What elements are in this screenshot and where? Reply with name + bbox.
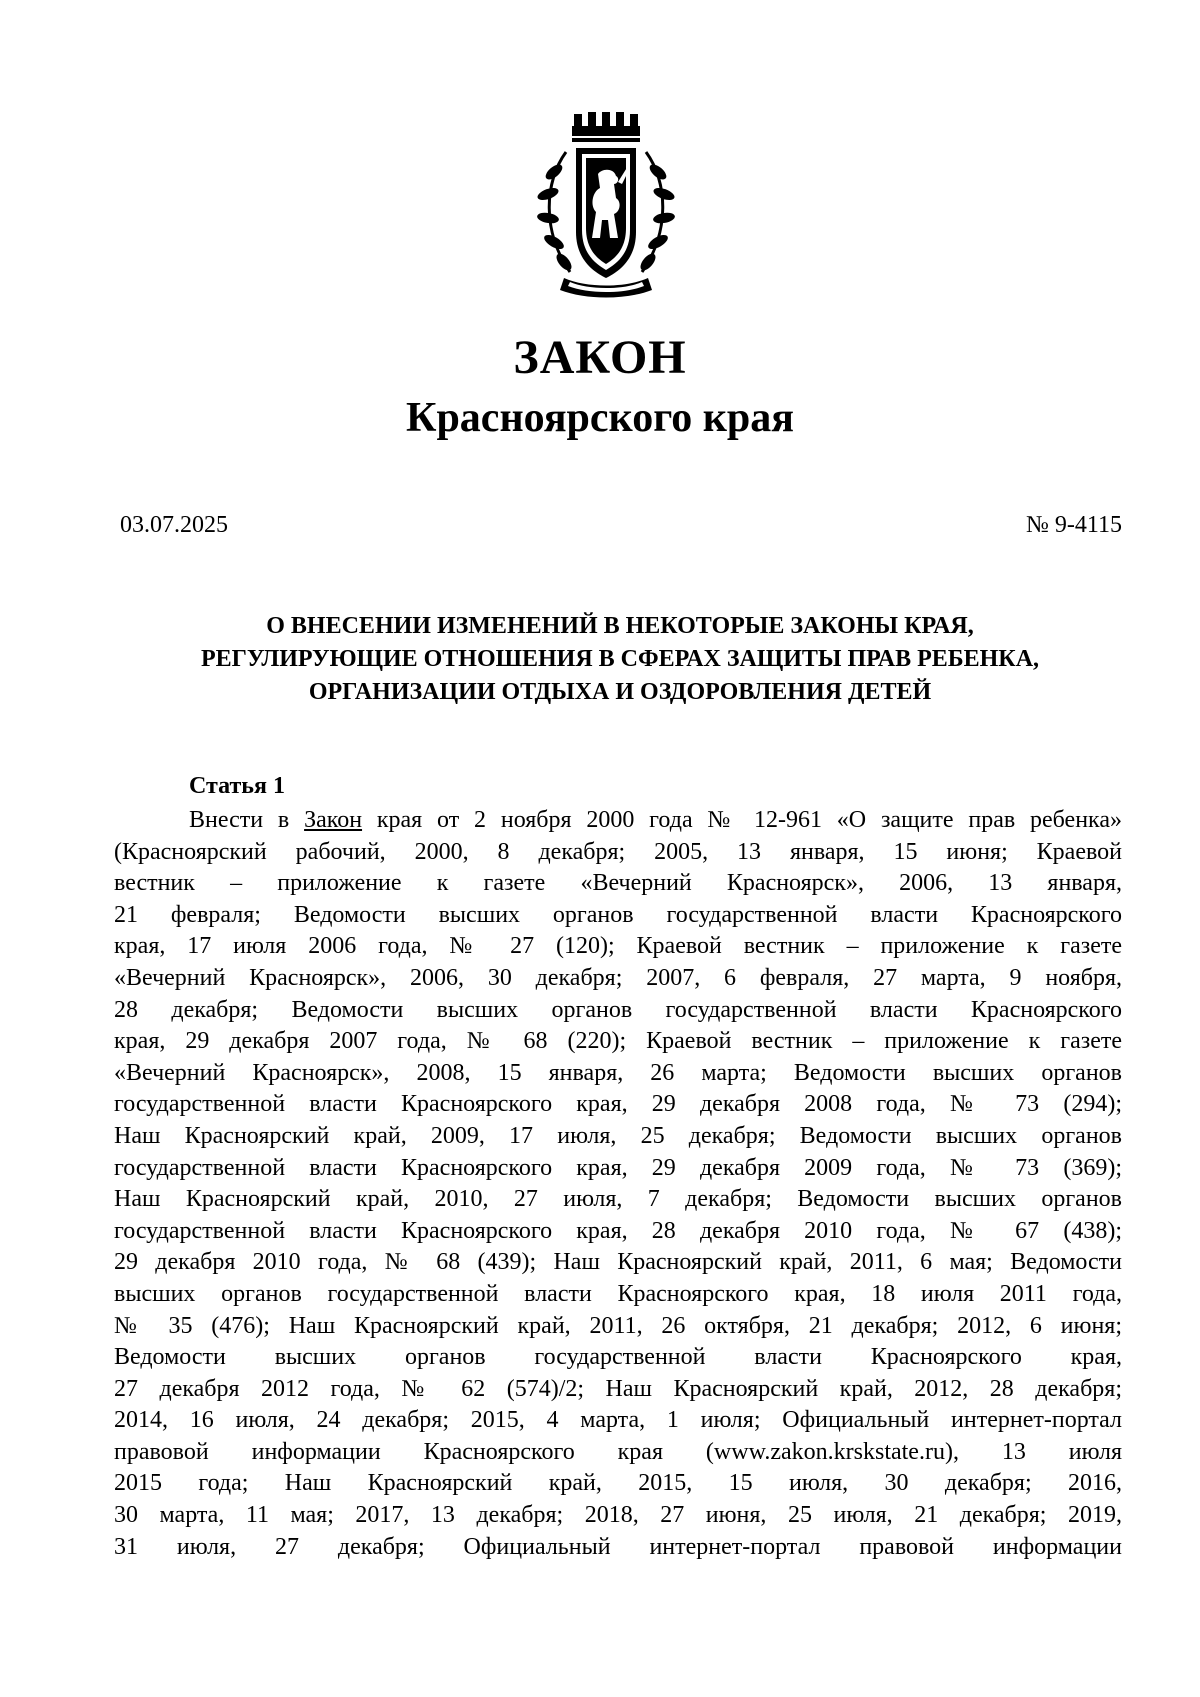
body-line: правовой информации Красноярского края (www.zakon.krskstate.ru), 13 июля	[114, 1438, 1122, 1465]
body-line: 27 декабря 2012 года, № 62 (574)/2; Наш Красноярский край, 2012, 28 декабря;	[114, 1375, 1122, 1402]
coat-of-arms-icon	[536, 112, 676, 302]
body-line: 2014, 16 июля, 24 декабря; 2015, 4 марта, 1 июля; Официальный интернет-портал	[114, 1407, 1122, 1434]
body-line: 21 февраля; Ведомости высших органов государственной власти Красноярского	[114, 901, 1122, 928]
body-line: Наш Красноярский край, 2010, 27 июля, 7 декабря; Ведомости высших органов	[114, 1186, 1122, 1213]
body-line: 31 июля, 27 декабря; Официальный интернет-портал правовой информации	[114, 1533, 1122, 1560]
body-line: (Красноярский рабочий, 2000, 8 декабря; 2005, 13 января, 15 июня; Краевой	[114, 838, 1122, 865]
body-line: Наш Красноярский край, 2009, 17 июля, 25 декабря; Ведомости высших органов	[114, 1122, 1122, 1149]
body-line: Ведомости высших органов государственной власти Красноярского края,	[114, 1344, 1122, 1371]
body-line: вестник – приложение к газете «Вечерний Красноярск», 2006, 13 января,	[114, 870, 1122, 897]
document-date: 03.07.2025	[120, 512, 228, 538]
body-line: края, 17 июля 2006 года, № 27 (120); Краевой вестник – приложение к газете	[114, 933, 1122, 960]
body-line: № 35 (476); Наш Красноярский край, 2011, 26 октября, 21 декабря; 2012, 6 июня;	[114, 1312, 1122, 1339]
body-line: 28 декабря; Ведомости высших органов государственной власти Красноярского	[114, 996, 1122, 1023]
body-text: края от 2 ноября 2000 года № 12-961 «О защите прав ребенка»	[362, 807, 1122, 833]
body-line: государственной власти Красноярского края, 29 декабря 2008 года, № 73 (294);	[114, 1091, 1122, 1118]
body-line: государственной власти Красноярского края, 29 декабря 2009 года, № 73 (369);	[114, 1154, 1122, 1181]
body-line: государственной власти Красноярского края, 28 декабря 2010 года, № 67 (438);	[114, 1217, 1122, 1244]
article-heading: Статья 1	[189, 773, 285, 799]
body-text: Внести в	[189, 807, 305, 833]
region-title: Красноярского края	[405, 395, 795, 441]
subject-line: ОРГАНИЗАЦИИ ОТДЫХА И ОЗДОРОВЛЕНИЯ ДЕТЕЙ	[308, 679, 932, 705]
law-link[interactable]: Закон	[304, 807, 363, 833]
body-line: края, 29 декабря 2007 года, № 68 (220); Краевой вестник – приложение к газете	[114, 1028, 1122, 1055]
body-line: 29 декабря 2010 года, № 68 (439); Наш Красноярский край, 2011, 6 мая; Ведомости	[114, 1249, 1122, 1276]
subject-line: РЕГУЛИРУЮЩИЕ ОТНОШЕНИЯ В СФЕРАХ ЗАЩИТЫ ПРАВ РЕБЕНКА,	[200, 646, 1040, 672]
body-line	[114, 805, 1122, 837]
body-line: высших органов государственной власти Красноярского края, 18 июля 2011 года,	[114, 1280, 1122, 1307]
document-subject	[120, 610, 1120, 709]
document-number: № 9-4115	[1026, 512, 1122, 538]
body-line: 30 марта, 11 мая; 2017, 13 декабря; 2018, 27 июня, 25 июля, 21 декабря; 2019,	[114, 1502, 1122, 1529]
body-line: «Вечерний Красноярск», 2008, 15 января, 26 марта; Ведомости высших органов	[114, 1059, 1122, 1086]
document-type-title: ЗАКОН	[513, 331, 687, 384]
article-body	[114, 805, 1122, 1563]
body-line: 2015 года; Наш Красноярский край, 2015, 15 июля, 30 декабря; 2016,	[114, 1470, 1122, 1497]
body-line: «Вечерний Красноярск», 2006, 30 декабря; 2007, 6 февраля, 27 марта, 9 ноября,	[114, 964, 1122, 991]
subject-line: О ВНЕСЕНИИ ИЗМЕНЕНИЙ В НЕКОТОРЫЕ ЗАКОНЫ КРАЯ,	[266, 613, 974, 639]
